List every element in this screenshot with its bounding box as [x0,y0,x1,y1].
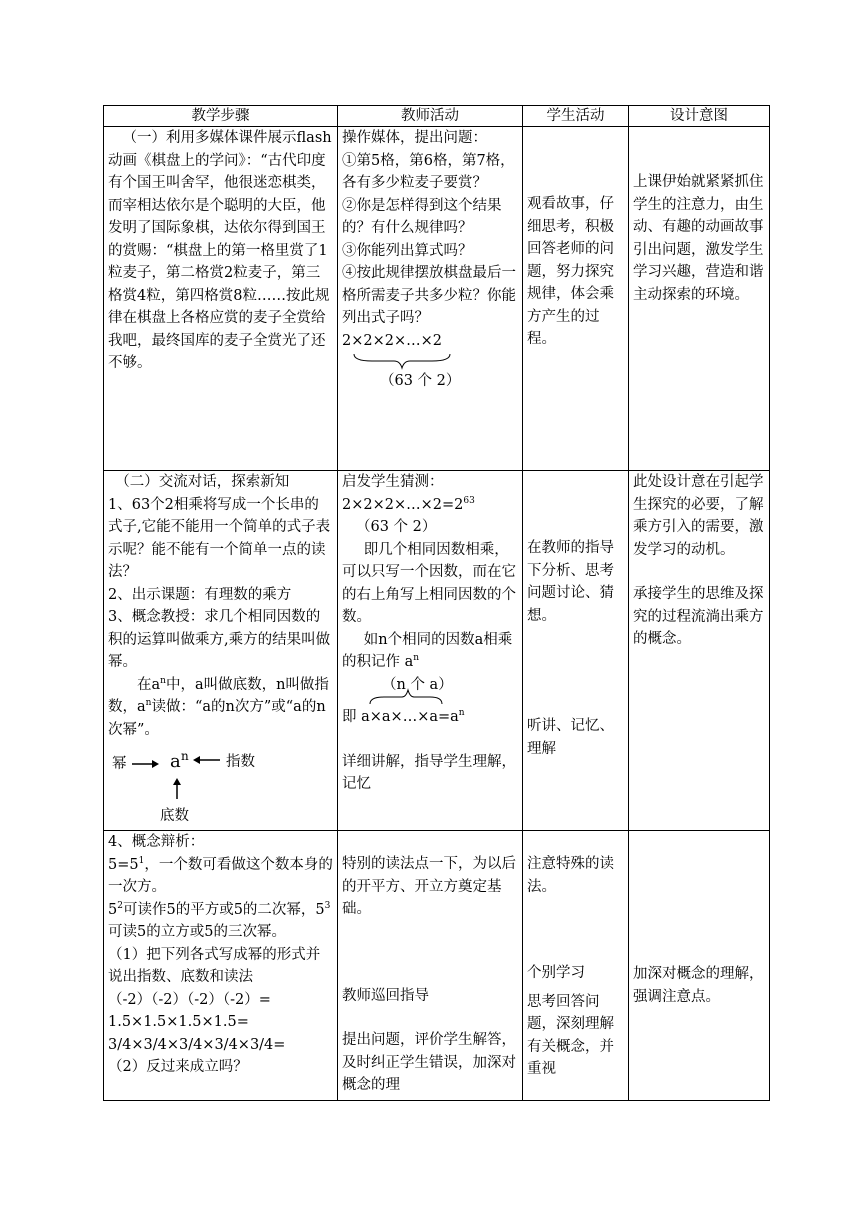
row3-student-attention: 注意特殊的读法。 [527,856,614,895]
row1-teacher-q4: ④按此规律摆放棋盘最后一格所需麦子共多少粒？你能列出式子吗？ [342,265,516,326]
row1-step-text: （一）利用多媒体课件展示flash动画《棋盘上的学问》：“古代印度有个国王叫舍罕，他很迷恋棋类，而宰相达依尔是个聪明的大臣，他发明了国际象棋，达依尔得到国王的赏赐：“棋盘上的第一格里赏了1粒麦子，第二格赏2粒麦子，第三格赏4粒，第四格赏8粒……按此规律在棋盘上各格应赏的麦子全赏给我吧，最终国库的麦子全赏光了还不够。 [108,130,332,371]
row2-teacher-notation: 如n个相同的因数a相乘的积记作 $a^n$ [342,631,513,670]
row1-step-cell [104,127,338,471]
row3-step-square-cube: $5^2$可读作5的平方或5的二次幂，$5^3$可读5的立方或5的三次幂。 [108,900,331,940]
table-row [104,471,770,831]
row2-student-listen: 听讲、记忆、理解 [527,718,614,757]
row2-student-cell [523,471,629,831]
row3-step-heading: 4、概念辩析： [108,834,205,850]
row1-student-cell [523,127,629,471]
row3-student-individual: 个别学习 [527,965,585,981]
row1-teacher-q1: ①第5格，第6格，第7格，各有多少粒麦子要赏？ [342,152,515,191]
row3-step-exercise: （1）把下列各式写成幂的形式并说出指数、底数和读法 [108,946,321,985]
power-label: 幂 [112,756,127,772]
row2-teacher-prompt: 启发学生猜测： [342,474,444,490]
power-diagram [108,745,333,824]
row2-teacher-product: 即 $a\times a\times\dots\times a=a^n$ [342,708,465,725]
row3-step-reverse: （2）反过来成立吗？ [108,1059,248,1075]
row1-teacher-intro: 操作媒体，提出问题： [342,130,487,146]
header-row [104,106,770,127]
row1-brace-label: （63 个 2） [380,373,461,389]
row3-student-cell [523,831,629,1101]
row2-teacher-na: （n 个 a） [382,676,453,693]
row2-step-notation: 在$a^n$中，a叫做底数，n叫做指数，$a^n$读做：“a的n次方”或“a的n次幂”。 [108,675,329,738]
row3-teacher-evaluate: 提出问题，评价学生解答，及时纠正学生错误，加深对概念的理 [342,1032,516,1093]
header-student-activity: 学生活动 [523,106,629,127]
header-teaching-steps: 教学步骤 [104,106,338,127]
row3-teacher-special: 特别的读法点一下，为以后的开平方、开立方奠定基础。 [342,856,516,917]
base-label: 底数 [160,808,189,824]
row3-teacher-patrol: 教师巡回指导 [342,987,429,1004]
row2-teacher-formula: $2\times 2\times 2\times\dots\times 2=2^{63}$ [342,495,475,513]
arrow-up-icon [172,777,182,799]
row2-step-question: 1、63个2相乘将写成一个长串的式子,它能不能用一个简单的式子表示呢？能不能有一个简单一点的读法？ [108,496,331,580]
header-design-intent: 设计意图 [629,106,770,127]
row1-teacher-q3: ③你能列出算式吗？ [342,242,473,259]
arrow-left-icon [192,755,220,765]
row1-teacher-cell [338,127,523,471]
header-teacher-activity: 教师活动 [338,106,523,127]
underbrace-icon [342,352,452,370]
table-row [104,127,770,471]
row1-design-text: 上课伊始就紧紧抓住学生的注意力，由生动、有趣的动画故事引出问题，激发学生学习兴趣，营造和谐主动探索的环境。 [633,174,764,303]
row3-step-expr2: 1.5×1.5×1.5×1.5= [108,1014,249,1030]
row2-teacher-explain: 即几个相同因数相乘，可以只写一个因数，而在它的右上角写上相同因数的个数。 [342,541,516,625]
row2-student-analyze: 在教师的指导下分析、思考问题讨论、猜想。 [527,540,614,624]
row2-step-concept: 3、概念教授：求几个相同因数的积的运算叫做乘方,乘方的结果叫做幂。 [108,609,331,670]
row2-teacher-count: （63 个 2） [356,519,437,535]
base-symbol: a [170,751,181,772]
row2-design-cell [629,471,770,831]
row2-step-topic: 2、出示课题：有理数的乘方 [108,586,292,603]
row2-step-heading: （二）交流对话，探索新知 [115,474,290,490]
row1-teacher-formula: 2×2×2×…×2 [342,332,442,349]
row2-design-motivation: 此处设计意在引起学生探究的必要，了解乘方引入的需要，激发学习的动机。 [633,474,764,558]
exponent-symbol: n [181,749,189,763]
row3-design-text: 加深对概念的理解，强调注意点。 [633,966,764,1005]
row2-design-concept: 承接学生的思维及探究的过程流淌出乘方的概念。 [633,586,764,647]
arrow-right-icon [132,759,160,769]
row3-step-expr3: 3/4×3/4×3/4×3/4×3/4= [108,1036,286,1053]
row1-teacher-q2: ②你是怎样得到这个结果的？有什么规律吗？ [342,197,502,236]
row2-teacher-guide: 详细讲解，指导学生理解，记忆 [342,753,516,792]
row2-step-cell [104,471,338,831]
table-row [104,831,770,1101]
row1-student-text: 观看故事，仔细思考，积极回答老师的问题，努力探究规律，体会乘方产生的过程。 [527,196,614,347]
row1-design-cell [629,127,770,471]
exponent-label: 指数 [226,754,255,770]
row3-student-think: 思考回答问题，深刻理解有关概念，并重视 [527,993,614,1077]
row3-step-expr1: （-2）（-2）（-2）（-2）= [108,991,271,1008]
row3-step-cell [104,831,338,1101]
row3-step-first-power: $5=5^1$，一个数可看做这个数本身的一次方。 [108,855,333,895]
row2-teacher-cell [338,471,523,831]
row3-teacher-cell [338,831,523,1101]
lesson-plan-table [103,105,770,1101]
row3-design-cell [629,831,770,1101]
